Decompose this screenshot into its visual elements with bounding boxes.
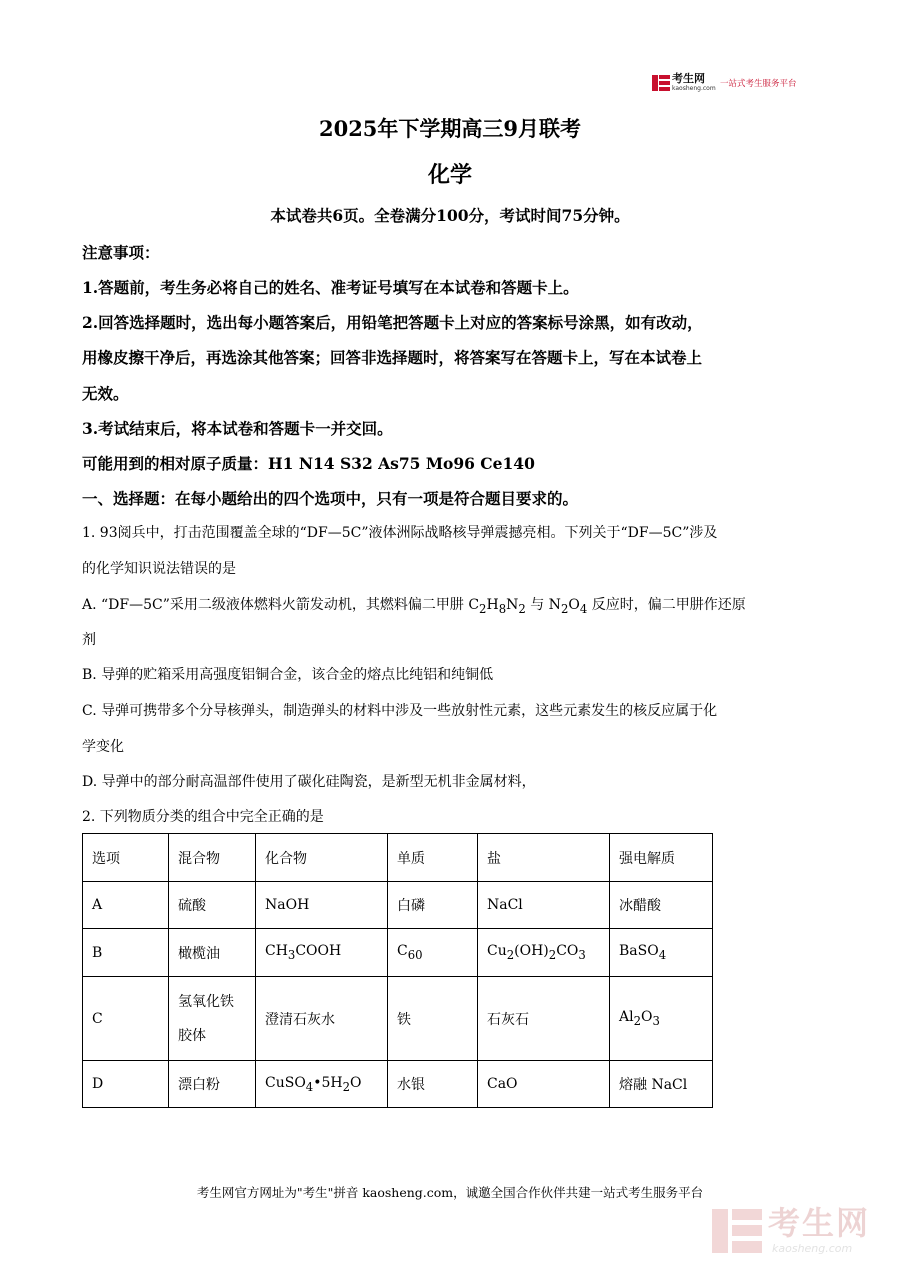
note-item-2-line-2: 用橡皮擦干净后，再选涂其他答案；回答非选择题时，将答案写在答题卡上，写在本试卷上 bbox=[82, 348, 703, 367]
question-1-stem-line-2: 的化学知识说法错误的是 bbox=[82, 561, 236, 577]
watermark-name: 考生网 bbox=[768, 1204, 871, 1242]
table-cell: $CH_3COOH$ bbox=[256, 929, 388, 977]
table-cell: 漂白粉 bbox=[169, 1061, 256, 1108]
table-cell: $C_{60}$ bbox=[388, 929, 478, 977]
question-1-option-c-line-2: 学变化 bbox=[82, 739, 124, 755]
note-item-3: 3.考试结束后，将本试卷和答题卡一并交回。 bbox=[82, 419, 393, 438]
table-cell: 澄清石灰水 bbox=[256, 977, 388, 1061]
watermark-domain: kaosheng.com bbox=[772, 1242, 853, 1255]
logo-slogan: 一站式考生服务平台 bbox=[720, 79, 797, 89]
table-cell: NaOH bbox=[256, 882, 388, 929]
table-row bbox=[83, 977, 713, 1061]
table-cell: BaSO$_4$ bbox=[610, 929, 713, 977]
table-header-cell: 盐 bbox=[478, 834, 610, 882]
table-header-cell: 化合物 bbox=[256, 834, 388, 882]
table-header-cell: 强电解质 bbox=[610, 834, 713, 882]
logo-name: 考生网 bbox=[672, 72, 705, 85]
table-row bbox=[83, 1061, 713, 1108]
question-1-option-c-line-1: C. 导弹可携带多个分导核弹头，制造弹头的材料中涉及一些放射性元素，这些元素发生的核反应属于化 bbox=[82, 703, 718, 719]
table-cell: B bbox=[83, 929, 169, 977]
table-header-cell: 选项 bbox=[83, 834, 169, 882]
table-cell: 石灰石 bbox=[478, 977, 610, 1061]
table-cell: 熔融 NaCl bbox=[610, 1061, 713, 1108]
question-1-option-a-line-1: A. “DF—5C”采用二级液体燃料火箭发动机，其燃料偏二甲肼 $C_2H_8N_2$ 与 $N_2O_4$ 反应时，偏二甲肼作还原 bbox=[82, 597, 746, 616]
table-header-cell: 单质 bbox=[388, 834, 478, 882]
atomic-masses: 可能用到的相对原子质量：H1 N14 S32 As75 Mo96 Ce140 bbox=[82, 454, 535, 473]
table-header-row bbox=[83, 834, 713, 882]
question-1-option-a-line-2: 剂 bbox=[82, 632, 96, 648]
question-2-stem: 2. 下列物质分类的组合中完全正确的是 bbox=[82, 809, 324, 825]
table-cell: 氢氧化铁 胶体 bbox=[169, 977, 256, 1061]
section-heading: 一、选择题：在每小题给出的四个选项中，只有一项是符合题目要求的。 bbox=[82, 489, 579, 508]
footer-text: 考生网官方网址为"考生"拼音 kaosheng.com，诚邀全国合作伙伴共建一站式考生服务平台 bbox=[196, 1185, 704, 1200]
exam-subject: 化学 bbox=[427, 162, 472, 188]
exam-info: 本试卷共6页。全卷满分100分，考试时间75分钟。 bbox=[270, 206, 630, 225]
note-item-2-line-1: 2.回答选择题时，选出每小题答案后，用铅笔把答题卡上对应的答案标号涂黑，如有改动， bbox=[82, 313, 703, 332]
kaosheng-logo-icon bbox=[652, 73, 670, 93]
kaosheng-watermark-icon bbox=[712, 1205, 762, 1257]
kaosheng-watermark bbox=[712, 1205, 882, 1261]
table-cell: $Cu_2(OH)_2CO_3$ bbox=[478, 929, 610, 977]
question-1-option-b: B. 导弹的贮箱采用高强度铝铜合金，该合金的熔点比纯铝和纯铜低 bbox=[82, 667, 494, 683]
note-item-2-line-3: 无效。 bbox=[82, 384, 129, 403]
table-cell: $Al_2O_3$ bbox=[610, 977, 713, 1061]
table-cell: NaCl bbox=[478, 882, 610, 929]
table-cell: 水银 bbox=[388, 1061, 478, 1108]
table-row bbox=[83, 882, 713, 929]
table-cell: 白磷 bbox=[388, 882, 478, 929]
table-cell: 冰醋酸 bbox=[610, 882, 713, 929]
notes-heading: 注意事项： bbox=[82, 243, 160, 262]
question-1-stem-line-1: 1. 93阅兵中，打击范围覆盖全球的“DF—5C”液体洲际战略核导弹震撼亮相。下列关于“DF—5C”涉及 bbox=[82, 525, 718, 541]
table-cell: $CuSO_4•5H_2O$ bbox=[256, 1061, 388, 1108]
note-item-1: 1.答题前，考生务必将自己的姓名、准考证号填写在本试卷和答题卡上。 bbox=[82, 278, 579, 297]
kaosheng-logo bbox=[652, 73, 822, 95]
table-cell: 铁 bbox=[388, 977, 478, 1061]
table-row bbox=[83, 929, 713, 977]
classification-table bbox=[82, 833, 713, 1108]
table-cell: 硫酸 bbox=[169, 882, 256, 929]
table-cell: C bbox=[83, 977, 169, 1061]
question-1-option-d: D. 导弹中的部分耐高温部件使用了碳化硅陶瓷，是新型无机非金属材料， bbox=[82, 774, 536, 790]
table-cell: 橄榄油 bbox=[169, 929, 256, 977]
logo-domain: kaosheng.com bbox=[672, 85, 716, 92]
table-header-cell: 混合物 bbox=[169, 834, 256, 882]
exam-title: 2025年下学期高三9月联考 bbox=[318, 116, 582, 141]
table-cell: CaO bbox=[478, 1061, 610, 1108]
table-cell: D bbox=[83, 1061, 169, 1108]
table-cell: A bbox=[83, 882, 169, 929]
